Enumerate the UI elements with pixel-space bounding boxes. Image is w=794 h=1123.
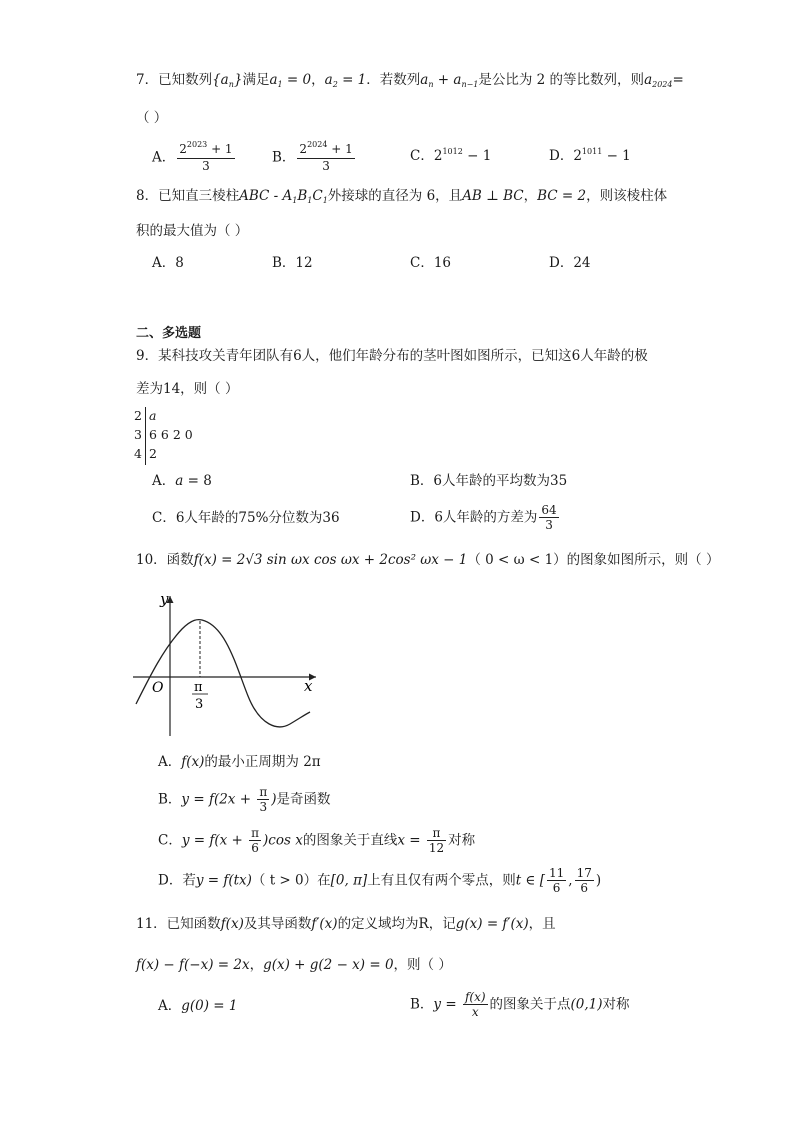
option-c: C．16 <box>410 255 452 271</box>
question-9-stem: 9．某科技攻关青年团队有6人，他们年龄分布的茎叶图如图所示，已知这6人年龄的极 <box>136 348 648 364</box>
bc-length: BC = 2 <box>537 188 587 204</box>
text: ，且 <box>528 916 556 932</box>
sequence-expression: $a_n + a_{n-1}$ <box>420 72 479 89</box>
fraction: $\frac{2^{2023} + 1}{3}$ <box>179 140 233 173</box>
option-d: D．$2^{1011} - 1$ <box>549 147 631 164</box>
text: 10．函数 <box>136 552 194 568</box>
text: 已知数列 <box>158 72 213 88</box>
sequence-notation: $\{a_n\}$ <box>212 72 243 89</box>
option-b: B．6人年龄的平均数为35 <box>410 473 568 489</box>
sine-curve <box>136 620 310 727</box>
stem-divider <box>145 407 146 465</box>
option-a: A．a = 8 <box>152 473 212 489</box>
option-b: B．12 <box>272 255 313 271</box>
option-c: C．y = f(x + $\frac{\pi}{6}$ )cos x的图象关于直线x = $\frac{\pi}{12}$ 对称 <box>158 826 476 855</box>
prism-notation: ABC - $A_1B_1C_1$ <box>239 188 328 205</box>
text: 的图象如图所示，则（ ） <box>566 552 720 568</box>
text: 的定义域均为R，记 <box>337 916 456 932</box>
option-b: B．y = $\frac{f(x)}{x}$ 的图象关于点(0,1)对称 <box>410 990 630 1019</box>
target-term: $a_{2024}$ <box>644 72 673 89</box>
text: 是公比为 2 的等比数列，则 <box>478 72 645 88</box>
stem-row: 2 a <box>134 408 157 423</box>
question-7-stem <box>136 70 684 92</box>
option-a: A．f(x)的最小正周期为 2π <box>158 754 321 770</box>
option-a: A． $\frac{2^{2023} + 1}{3}$ <box>152 140 233 173</box>
answer-paren: （ ） <box>136 110 168 126</box>
text: = <box>672 72 684 88</box>
text: ， <box>523 188 538 204</box>
section-heading: 二、多选题 <box>136 326 202 341</box>
question-11-stem-line2 <box>136 955 452 975</box>
pi-label: π <box>194 680 203 695</box>
text: ， <box>249 957 264 973</box>
function: f(x) <box>220 916 244 932</box>
text: ，则（ ） <box>393 957 452 973</box>
option-c: C．6人年龄的75%分位数为36 <box>152 510 340 526</box>
question-9-stem-line2: 差为14，则（ ） <box>136 381 239 397</box>
origin-label: O <box>152 680 164 696</box>
text: ，则该棱柱体 <box>586 188 668 204</box>
x-axis-label: x <box>304 677 313 695</box>
perpendicular-condition: AB ⊥ BC <box>462 188 524 204</box>
text: （ 0 < ω < 1） <box>467 552 567 568</box>
text: 外接球的直径为 6，且 <box>327 188 463 204</box>
denominator-label: 3 <box>195 697 204 712</box>
question-8-stem-line2: 积的最大值为（ ） <box>136 223 249 239</box>
question-number: 8． <box>136 188 159 204</box>
text: ．若数列 <box>366 72 421 88</box>
option-d: D．6人年龄的方差为 $\frac{64}{3}$ <box>410 503 557 532</box>
text: 11．已知函数 <box>136 916 221 932</box>
derivative: f′(x) <box>311 916 338 932</box>
fraction: $\frac{64}{3}$ <box>541 503 557 532</box>
option-a: A．8 <box>152 255 184 271</box>
g-definition: g(x) = f′(x) <box>455 916 529 932</box>
text: 满足 <box>242 72 270 88</box>
fraction: $\frac{2^{2024} + 1}{3}$ <box>299 140 353 173</box>
condition-2: g(x) + g(2 − x) = 0 <box>263 957 394 973</box>
question-number: 7． <box>136 72 159 88</box>
question-10-stem <box>136 550 719 570</box>
option-b: B．y = f(2x + $\frac{\pi}{3}$ )是奇函数 <box>158 785 331 814</box>
option-c: C．$2^{1012} - 1$ <box>410 147 492 164</box>
option-b: B． $\frac{2^{2024} + 1}{3}$ <box>272 140 353 173</box>
option-a: A．g(0) = 1 <box>158 998 238 1014</box>
a2-value: $a_2 = 1$ <box>324 72 367 89</box>
function-expression: f(x) = 2√3 sin ωx cos ωx + 2cos² ωx − 1 <box>193 552 468 568</box>
question-11-stem <box>136 914 556 934</box>
question-8-stem <box>136 186 667 208</box>
text: ， <box>311 72 325 88</box>
y-axis-label: y <box>160 590 169 608</box>
condition-1: f(x) − f(−x) = 2x <box>136 957 250 973</box>
option-d: D．若y = f(tx)（ t > 0）在[0, π]上有且仅有两个零点，则t ∈ [ $\frac{11}{6}$ , $\frac{17}{6}$ ) <box>158 866 602 895</box>
stem-row: 3 6 6 2 0 <box>134 427 193 442</box>
text: 及其导函数 <box>243 916 312 932</box>
stem-row: 4 2 <box>134 446 157 461</box>
a1-value: $a_1 = 0$ <box>269 72 312 89</box>
option-d: D．24 <box>549 255 591 271</box>
function-graph <box>128 586 328 746</box>
text: 已知直三棱柱 <box>158 188 240 204</box>
